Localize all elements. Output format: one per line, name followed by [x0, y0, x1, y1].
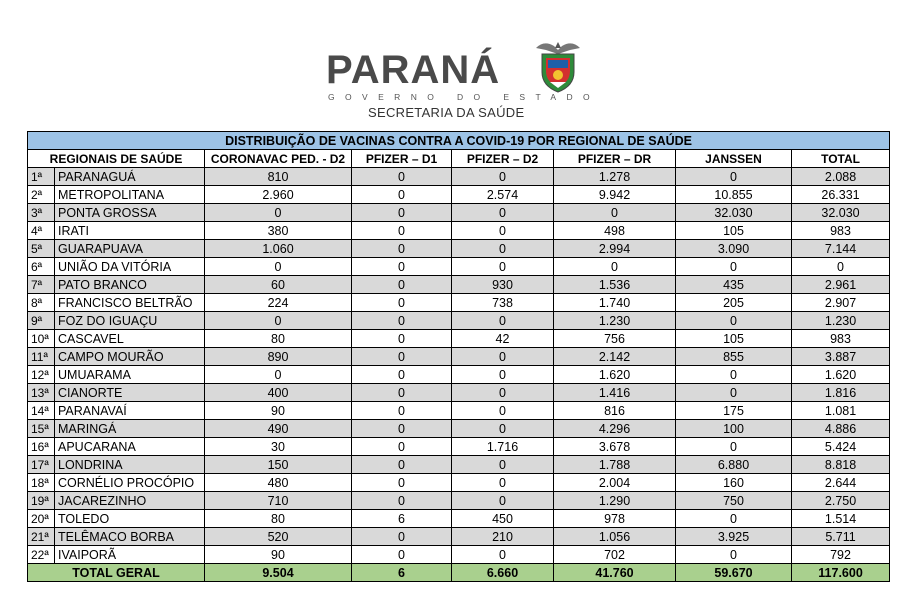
region-ordinal: 19ª: [28, 492, 55, 510]
cell-total: 1.081: [792, 402, 890, 420]
cell-pfizer-d2: 0: [452, 204, 554, 222]
cell-total: 5.424: [792, 438, 890, 456]
cell-coronavac: 60: [205, 276, 352, 294]
region-name: METROPOLITANA: [55, 186, 205, 204]
cell-pfizer-dr: 2.004: [554, 474, 676, 492]
cell-pfizer-d2: 0: [452, 384, 554, 402]
cell-coronavac: 1.060: [205, 240, 352, 258]
cell-pfizer-dr: 1.620: [554, 366, 676, 384]
cell-coronavac: 2.960: [205, 186, 352, 204]
cell-pfizer-d2: 0: [452, 366, 554, 384]
cell-total: 1.230: [792, 312, 890, 330]
region-name: IRATI: [55, 222, 205, 240]
cell-coronavac: 150: [205, 456, 352, 474]
region-ordinal: 12ª: [28, 366, 55, 384]
cell-coronavac: 710: [205, 492, 352, 510]
cell-pfizer-d1: 0: [352, 186, 452, 204]
table-row: [28, 240, 890, 258]
table-row: [28, 402, 890, 420]
cell-janssen: 750: [676, 492, 792, 510]
region-ordinal: 10ª: [28, 330, 55, 348]
table-row: [28, 330, 890, 348]
table-row: [28, 384, 890, 402]
cell-pfizer-dr: 1.230: [554, 312, 676, 330]
cell-coronavac: 0: [205, 312, 352, 330]
region-ordinal: 9ª: [28, 312, 55, 330]
cell-pfizer-d1: 0: [352, 384, 452, 402]
cell-pfizer-dr: 756: [554, 330, 676, 348]
region-name: UNIÃO DA VITÓRIA: [55, 258, 205, 276]
cell-janssen: 10.855: [676, 186, 792, 204]
cell-pfizer-dr: 1.740: [554, 294, 676, 312]
logo: [318, 38, 601, 122]
cell-pfizer-d1: 0: [352, 528, 452, 546]
cell-pfizer-dr: 0: [554, 258, 676, 276]
table-row: [28, 312, 890, 330]
logo-brand: PARANÁ: [326, 48, 501, 92]
region-name: MARINGÁ: [55, 420, 205, 438]
region-ordinal: 6ª: [28, 258, 55, 276]
cell-pfizer-d1: 0: [352, 240, 452, 258]
cell-coronavac: 520: [205, 528, 352, 546]
cell-total: 2.961: [792, 276, 890, 294]
region-ordinal: 17ª: [28, 456, 55, 474]
cell-total: 7.144: [792, 240, 890, 258]
logo-department: SECRETARIA DA SAÚDE: [368, 105, 525, 120]
cell-pfizer-d2: 0: [452, 312, 554, 330]
cell-pfizer-d2: 0: [452, 546, 554, 564]
region-name: FRANCISCO BELTRÃO: [55, 294, 205, 312]
cell-janssen: 32.030: [676, 204, 792, 222]
cell-pfizer-d2: 2.574: [452, 186, 554, 204]
header-regionais: REGIONAIS DE SAÚDE: [28, 150, 205, 168]
cell-total: 983: [792, 330, 890, 348]
table-row: [28, 420, 890, 438]
cell-janssen: 0: [676, 258, 792, 276]
cell-pfizer-dr: 1.056: [554, 528, 676, 546]
region-name: PARANAVAÍ: [55, 402, 205, 420]
cell-janssen: 0: [676, 384, 792, 402]
cell-total: 1.620: [792, 366, 890, 384]
table-row: [28, 276, 890, 294]
cell-pfizer-d1: 0: [352, 492, 452, 510]
cell-coronavac: 224: [205, 294, 352, 312]
cell-pfizer-d1: 0: [352, 294, 452, 312]
cell-pfizer-dr: 1.278: [554, 168, 676, 186]
cell-pfizer-d1: 0: [352, 366, 452, 384]
cell-pfizer-d1: 0: [352, 420, 452, 438]
cell-pfizer-dr: 3.678: [554, 438, 676, 456]
region-ordinal: 22ª: [28, 546, 55, 564]
cell-pfizer-d1: 0: [352, 546, 452, 564]
cell-coronavac: 90: [205, 546, 352, 564]
total-pfizer-d1: 6: [352, 564, 452, 582]
cell-coronavac: 90: [205, 402, 352, 420]
cell-janssen: 100: [676, 420, 792, 438]
cell-pfizer-d2: 450: [452, 510, 554, 528]
region-name: TOLEDO: [55, 510, 205, 528]
cell-pfizer-d2: 0: [452, 492, 554, 510]
table-row: [28, 456, 890, 474]
table-row: [28, 204, 890, 222]
region-name: CIANORTE: [55, 384, 205, 402]
cell-coronavac: 890: [205, 348, 352, 366]
table-row: [28, 294, 890, 312]
cell-janssen: 435: [676, 276, 792, 294]
region-ordinal: 8ª: [28, 294, 55, 312]
total-total: 117.600: [792, 564, 890, 582]
cell-total: 4.886: [792, 420, 890, 438]
total-label: TOTAL GERAL: [28, 564, 205, 582]
header-pfizer-dr: PFIZER – DR: [554, 150, 676, 168]
cell-pfizer-d1: 6: [352, 510, 452, 528]
region-ordinal: 13ª: [28, 384, 55, 402]
cell-pfizer-d1: 0: [352, 438, 452, 456]
region-name: UMUARAMA: [55, 366, 205, 384]
table-title: DISTRIBUIÇÃO DE VACINAS CONTRA A COVID-19 POR REGIONAL DE SAÚDE: [28, 132, 890, 150]
cell-pfizer-dr: 816: [554, 402, 676, 420]
region-ordinal: 3ª: [28, 204, 55, 222]
region-ordinal: 14ª: [28, 402, 55, 420]
cell-total: 26.331: [792, 186, 890, 204]
header-total: TOTAL: [792, 150, 890, 168]
table-row: [28, 438, 890, 456]
cell-coronavac: 400: [205, 384, 352, 402]
cell-total: 792: [792, 546, 890, 564]
region-ordinal: 16ª: [28, 438, 55, 456]
cell-pfizer-d1: 0: [352, 258, 452, 276]
table-row: [28, 492, 890, 510]
cell-pfizer-d1: 0: [352, 402, 452, 420]
table-row: [28, 186, 890, 204]
cell-pfizer-d2: 0: [452, 222, 554, 240]
cell-pfizer-d2: 0: [452, 474, 554, 492]
cell-pfizer-dr: 4.296: [554, 420, 676, 438]
region-ordinal: 20ª: [28, 510, 55, 528]
cell-total: 2.750: [792, 492, 890, 510]
region-name: PARANAGUÁ: [55, 168, 205, 186]
cell-coronavac: 0: [205, 366, 352, 384]
region-ordinal: 4ª: [28, 222, 55, 240]
header-pfizer-d2: PFIZER – D2: [452, 150, 554, 168]
table-row: [28, 366, 890, 384]
table-row: [28, 474, 890, 492]
cell-pfizer-dr: 1.536: [554, 276, 676, 294]
cell-janssen: 105: [676, 330, 792, 348]
region-name: JACAREZINHO: [55, 492, 205, 510]
cell-janssen: 3.090: [676, 240, 792, 258]
cell-janssen: 0: [676, 546, 792, 564]
region-ordinal: 11ª: [28, 348, 55, 366]
region-name: PATO BRANCO: [55, 276, 205, 294]
cell-coronavac: 80: [205, 510, 352, 528]
cell-total: 2.644: [792, 474, 890, 492]
cell-pfizer-d1: 0: [352, 312, 452, 330]
cell-pfizer-d2: 0: [452, 456, 554, 474]
cell-pfizer-d1: 0: [352, 330, 452, 348]
total-janssen: 59.670: [676, 564, 792, 582]
cell-janssen: 3.925: [676, 528, 792, 546]
region-ordinal: 21ª: [28, 528, 55, 546]
cell-janssen: 0: [676, 312, 792, 330]
cell-pfizer-d2: 210: [452, 528, 554, 546]
cell-total: 32.030: [792, 204, 890, 222]
cell-pfizer-d1: 0: [352, 276, 452, 294]
cell-janssen: 6.880: [676, 456, 792, 474]
cell-janssen: 0: [676, 510, 792, 528]
region-name: GUARAPUAVA: [55, 240, 205, 258]
cell-pfizer-d2: 0: [452, 168, 554, 186]
header-coronavac: CORONAVAC PED. - D2: [205, 150, 352, 168]
region-name: FOZ DO IGUAÇU: [55, 312, 205, 330]
region-ordinal: 5ª: [28, 240, 55, 258]
cell-pfizer-d2: 0: [452, 402, 554, 420]
region-name: APUCARANA: [55, 438, 205, 456]
cell-coronavac: 810: [205, 168, 352, 186]
region-name: IVAIPORÃ: [55, 546, 205, 564]
region-name: CORNÉLIO PROCÓPIO: [55, 474, 205, 492]
cell-janssen: 0: [676, 168, 792, 186]
region-ordinal: 18ª: [28, 474, 55, 492]
table-row: [28, 168, 890, 186]
cell-total: 8.818: [792, 456, 890, 474]
cell-total: 2.907: [792, 294, 890, 312]
cell-janssen: 175: [676, 402, 792, 420]
cell-janssen: 0: [676, 366, 792, 384]
region-name: LONDRINA: [55, 456, 205, 474]
cell-coronavac: 0: [205, 204, 352, 222]
cell-pfizer-dr: 9.942: [554, 186, 676, 204]
region-name: TELÊMACO BORBA: [55, 528, 205, 546]
cell-total: 983: [792, 222, 890, 240]
cell-coronavac: 30: [205, 438, 352, 456]
total-pfizer-dr: 41.760: [554, 564, 676, 582]
cell-pfizer-d1: 0: [352, 474, 452, 492]
cell-pfizer-dr: 978: [554, 510, 676, 528]
cell-pfizer-dr: 2.994: [554, 240, 676, 258]
region-name: PONTA GROSSA: [55, 204, 205, 222]
cell-total: 5.711: [792, 528, 890, 546]
cell-pfizer-dr: 1.788: [554, 456, 676, 474]
cell-total: 1.816: [792, 384, 890, 402]
cell-pfizer-d1: 0: [352, 348, 452, 366]
cell-janssen: 160: [676, 474, 792, 492]
logo-subtitle: GOVERNO DO ESTADO: [328, 92, 601, 102]
region-ordinal: 7ª: [28, 276, 55, 294]
table-row: [28, 510, 890, 528]
cell-coronavac: 480: [205, 474, 352, 492]
cell-pfizer-d2: 42: [452, 330, 554, 348]
cell-pfizer-d2: 0: [452, 420, 554, 438]
cell-total: 3.887: [792, 348, 890, 366]
region-name: CASCAVEL: [55, 330, 205, 348]
table-row: [28, 222, 890, 240]
table-row: [28, 348, 890, 366]
cell-pfizer-dr: 498: [554, 222, 676, 240]
cell-pfizer-d1: 0: [352, 168, 452, 186]
cell-coronavac: 80: [205, 330, 352, 348]
cell-janssen: 105: [676, 222, 792, 240]
cell-pfizer-d1: 0: [352, 204, 452, 222]
cell-total: 0: [792, 258, 890, 276]
cell-pfizer-dr: 702: [554, 546, 676, 564]
coat-of-arms-icon: [530, 38, 586, 94]
table-row: [28, 546, 890, 564]
total-pfizer-d2: 6.660: [452, 564, 554, 582]
cell-pfizer-d2: 738: [452, 294, 554, 312]
cell-pfizer-d2: 0: [452, 258, 554, 276]
region-ordinal: 2ª: [28, 186, 55, 204]
total-row: [28, 564, 890, 582]
region-name: CAMPO MOURÃO: [55, 348, 205, 366]
region-ordinal: 1ª: [28, 168, 55, 186]
cell-pfizer-dr: 1.290: [554, 492, 676, 510]
cell-pfizer-dr: 1.416: [554, 384, 676, 402]
cell-pfizer-d1: 0: [352, 456, 452, 474]
cell-total: 2.088: [792, 168, 890, 186]
cell-pfizer-d1: 0: [352, 222, 452, 240]
cell-pfizer-d2: 0: [452, 348, 554, 366]
cell-pfizer-dr: 2.142: [554, 348, 676, 366]
header-pfizer-d1: PFIZER – D1: [352, 150, 452, 168]
cell-pfizer-dr: 0: [554, 204, 676, 222]
cell-coronavac: 0: [205, 258, 352, 276]
cell-pfizer-d2: 0: [452, 240, 554, 258]
cell-pfizer-d2: 930: [452, 276, 554, 294]
table-row: [28, 528, 890, 546]
cell-total: 1.514: [792, 510, 890, 528]
vaccine-distribution-table: [27, 131, 890, 582]
cell-coronavac: 490: [205, 420, 352, 438]
header-janssen: JANSSEN: [676, 150, 792, 168]
cell-coronavac: 380: [205, 222, 352, 240]
total-coronavac: 9.504: [205, 564, 352, 582]
cell-pfizer-d2: 1.716: [452, 438, 554, 456]
cell-janssen: 855: [676, 348, 792, 366]
table-row: [28, 258, 890, 276]
region-ordinal: 15ª: [28, 420, 55, 438]
cell-janssen: 0: [676, 438, 792, 456]
cell-janssen: 205: [676, 294, 792, 312]
